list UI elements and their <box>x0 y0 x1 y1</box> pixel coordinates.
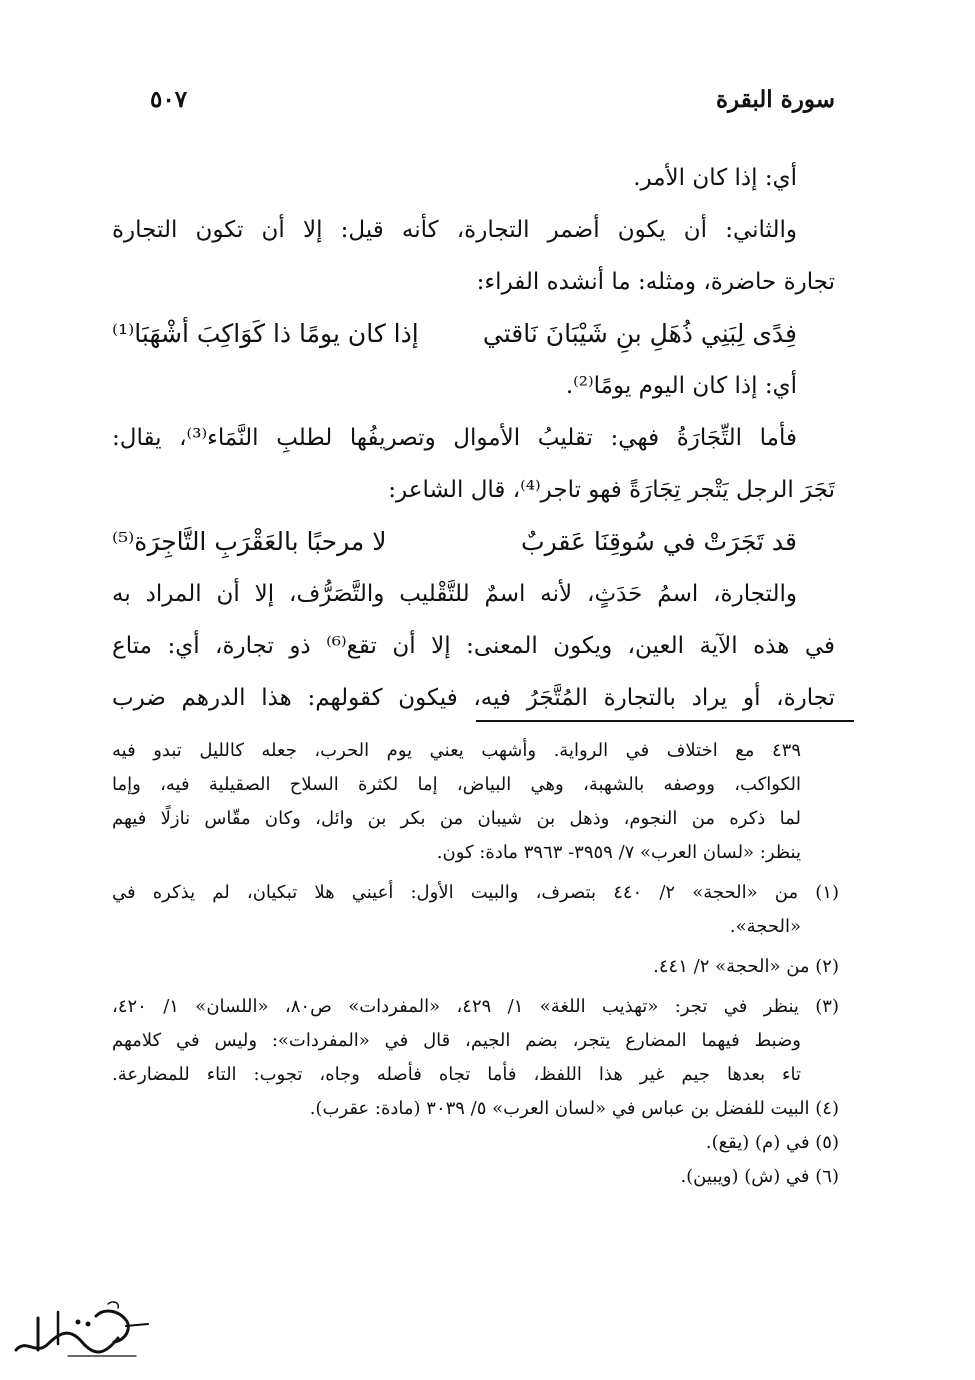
running-header <box>150 86 835 122</box>
footnote-line: ٤٣٩ مع اختلاف في الرواية. وأشهب يعني يوم الحرب، جعله كالليل تبدو فيه <box>112 740 801 761</box>
footnote-6: (٦) في (ش) (ويبين). <box>680 1166 839 1187</box>
footnote-line: تاء بعدها جيم غير هذا اللفظ، فأما تجاه فأصله وجاه، تجوب: التاء للمضارعة. <box>112 1064 801 1085</box>
verse-line <box>112 308 835 360</box>
text-line: أي: إذا كان الأمر. <box>633 165 797 191</box>
verse-hemistich-first: قد تَجَرَتْ في سُوقِنَا عَقربٌ <box>521 527 797 556</box>
page-number: ٥٠٧ <box>150 86 188 113</box>
text-line: والثاني: أن يكون أضمر التجارة، كأنه قيل: إلا أن تكون التجارة <box>112 217 797 243</box>
footnote-line: وضبط فيهما المضارع يتجر، بضم الجيم، قال في «المفردات»: وليس في كلامهم <box>112 1030 801 1051</box>
verse-hemistich-second: لا مرحبًا بالعَقْرَبِ التَّاجِرَة⁽⁵⁾ <box>112 527 387 556</box>
verse-hemistich-first: فِدًى لِبَنِي ذُهَلِ بنِ شَيْبَانَ نَاقتي <box>482 319 797 348</box>
main-text <box>112 152 835 724</box>
footnote-3: (٣) ينظر في تجر: «تهذيب اللغة» ١/ ٤٢٩، «المفردات» ص٨٠، «اللسان» ١/ ٤٢٠، <box>112 996 839 1017</box>
text-line: فأما التِّجَارَةُ فهي: تقليبُ الأموال وتصريفُها لطلبِ النَّمَاء⁽³⁾، يقال: <box>112 425 797 451</box>
calligraphy-stamp-logo <box>8 1298 158 1364</box>
text-line: في هذه الآية العين، ويكون المعنى: إلا أن تقع⁽⁶⁾ ذو تجارة، أي: متاع <box>112 633 835 659</box>
footnote-divider <box>476 720 854 722</box>
text-line: والتجارة، اسمُ حَدَثٍ، لأنه اسمٌ للتَّقْليب والتَّصَرُّف، إلا أن المراد به <box>112 581 797 607</box>
footnote-line: «الحجة». <box>729 916 801 937</box>
footnote-2: (٢) من «الحجة» ٢/ ٤٤١. <box>653 956 839 977</box>
text-line: تَجَرَ الرجل يَتْجر تِجَارَةً فهو تاجر⁽⁴⁾، قال الشاعر: <box>388 477 835 503</box>
footnote-line: ينظر: «لسان العرب» ٧/ ٣٩٥٩- ٣٩٦٣ مادة: كون. <box>436 842 801 863</box>
verse-line <box>112 516 835 568</box>
footnote-line: لما ذكره من النجوم، وذهل بن شيبان من بكر بن وائل، وكان مقّاس نازلًا فيهم <box>112 808 801 829</box>
footnote-4: (٤) البيت للفضل بن عباس في «لسان العرب» ٥/ ٣٠٣٩ (مادة: عقرب). <box>309 1098 839 1119</box>
text-line: تجارة، أو يراد بالتجارة المُتَّجَرُ فيه، فيكون كقولهم: هذا الدرهم ضرب <box>112 685 835 711</box>
footnote-line: الكواكب، ووصفه بالشهبة، وهي البياض، إما لكثرة السلاح الصقيلية فيه، وإما <box>112 774 801 795</box>
text-line: تجارة حاضرة، ومثله: ما أنشده الفراء: <box>476 269 835 295</box>
text-line: أي: إذا كان اليوم يومًا⁽²⁾. <box>565 373 797 399</box>
surah-title: سورة البقرة <box>715 86 835 113</box>
verse-hemistich-second: إذا كان يومًا ذا كَوَاكِبَ أشْهَبَا⁽¹⁾ <box>112 319 419 348</box>
footnotes <box>112 734 839 1194</box>
footnote-1: (١) من «الحجة» ٢/ ٤٤٠ بتصرف، والبيت الأول: أعيني هلا تبكيان، لم يذكره في <box>112 882 839 903</box>
footnote-5: (٥) في (م) (يقع). <box>705 1132 839 1153</box>
